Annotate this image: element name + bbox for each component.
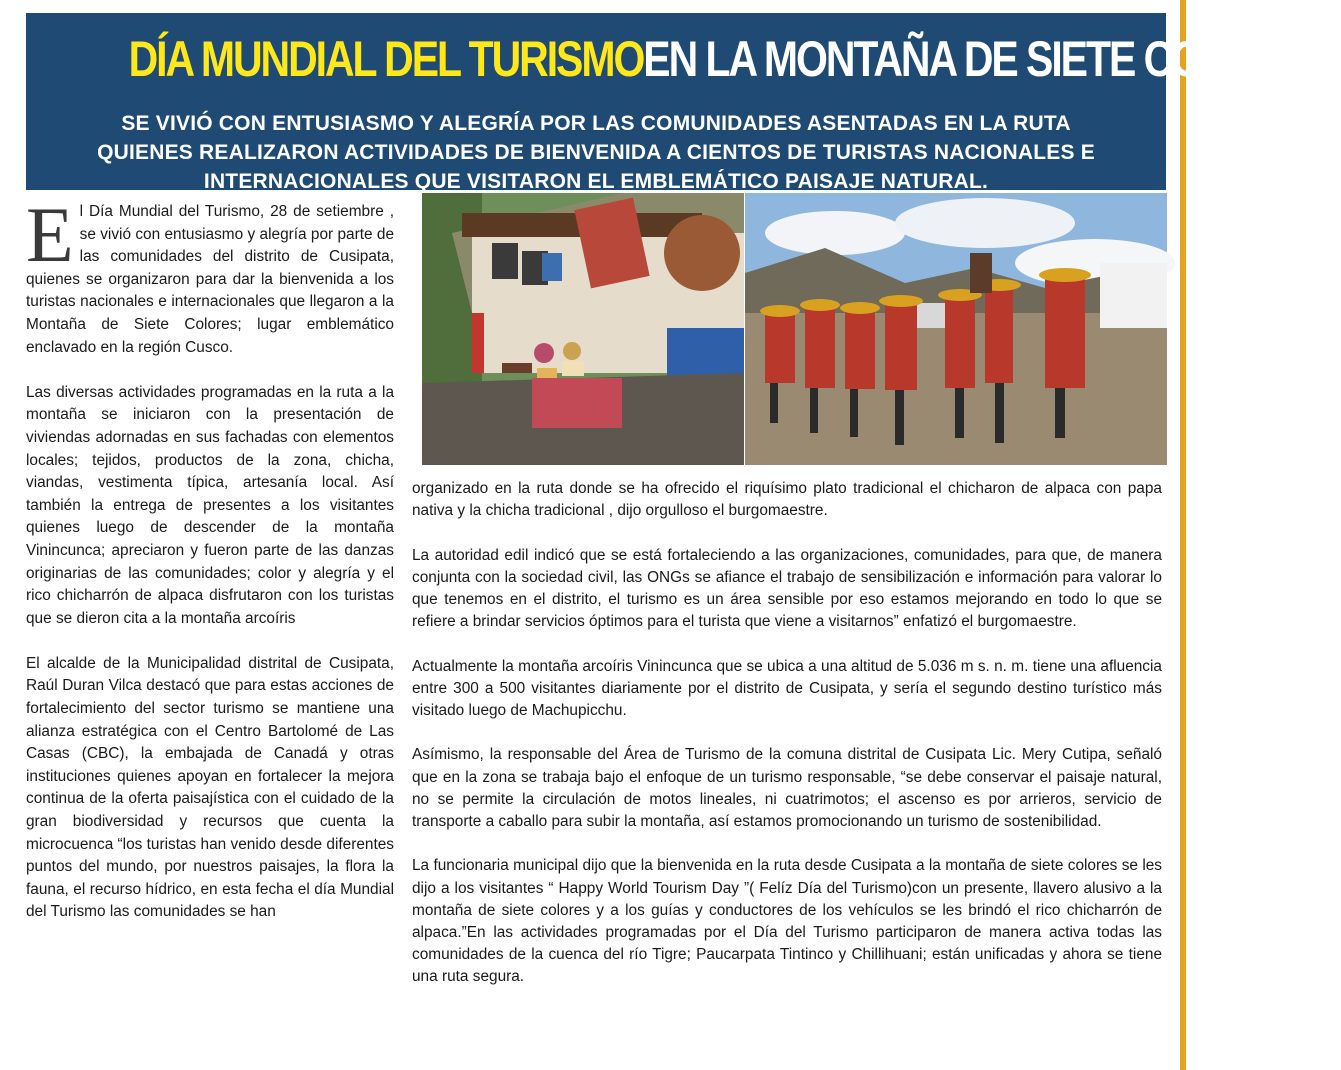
article-paragraph: Las diversas actividades programadas en la ruta a la montaña se iniciaron con la presentación de viviendas adornadas en sus fachadas con elementos locales; tejidos, productos de la zona, chicha, viandas, vestimenta típica, artesanía local. Así también la entrega de presentes a los visitantes quienes luego de descender de la montaña Vinincunca; apreciaron y fueron parte de las danzas originarias de las comunidades; color y alegría y el rico chicharrón de alpaca disfrutaron con los turistas que se dieron cita a la montaña arcoíris	[26, 383, 394, 627]
photo-traditional-dancers-image	[745, 193, 1167, 465]
drop-cap: E	[26, 191, 74, 278]
article-left-column	[26, 191, 394, 947]
article-paragraph: organizado en la ruta donde se ha ofrecido el riquísimo plato tradicional el chicharon de alpaca con papa nativa y la chicha tradicional , dijo orgulloso el burgomaestre.	[412, 480, 1162, 520]
subtitle-line: INTERNACIONALES QUE VISITARON EL EMBLEMÁTICO PAISAJE NATURAL.	[203, 170, 989, 193]
headline-title-rest: EN LA MONTAÑA DE SIETE COLORES,	[643, 31, 1341, 87]
article-right-column	[412, 478, 1162, 1011]
subtitle-line: QUIENES REALIZARON ACTIVIDADES DE BIENVENIDA A CIENTOS DE TURISTAS NACIONALES E	[97, 141, 1095, 164]
headline-title	[128, 27, 1341, 91]
paragraph-text: l Día Mundial del Turismo, 28 de setiembre , se vivió con entusiasmo y alegría por parte de las comunidades del distrito de Cusipata, quienes se organizaron para dar la bienvenida a los turistas nacionales e internacionales que llegaron a la Montaña de Siete Colores; lugar emblemático enclavado en la región Cusco.	[26, 203, 394, 356]
article-paragraph: El alcalde de la Municipalidad distrital de Cusipata, Raúl Duran Vilca destacó que para estas acciones de fortalecimiento del sector turismo se mantiene una alianza estratégica con el Centro Bartolomé de Las Casas (CBC), la embajada de Canadá y otras instituciones quienes apoyan en fortalecer la mejora continua de la oferta paisajística con el cuidado de la gran biodiversidad y recursos que cuenta la microcuenca “los turistas han venido desde diferentes puntos del mundo, por nuestros paisajes, la flora la fauna, el recurso hídrico, en esta fecha el día Mundial del Turismo las comunidades se han	[26, 654, 394, 921]
headline-subtitle	[46, 109, 1146, 196]
article-paragraph: La autoridad edil indicó que se está fortaleciendo a las organizaciones, comunidades, para que, de manera conjunta con la sociedad civil, las ONGs se afiance el trabajo de sensibilización e información para valorar lo que tenemos en el distrito, el turismo es un área sensible por eso estamos mejorando en todo lo que se refiere a brindar servicios óptimos para el turista que viene a visitarnos” enfatizó el burgomaestre.	[412, 546, 1162, 631]
photo-decorated-house-image	[422, 193, 744, 465]
subtitle-line: SE VIVIÓ CON ENTUSIASMO Y ALEGRÍA POR LAS COMUNIDADES ASENTADAS EN LA RUTA	[121, 112, 1071, 135]
article-paragraph: La funcionaria municipal dijo que la bienvenida en la ruta desde Cusipata a la montaña de siete colores se les dijo a los visitantes “ Happy World Tourism Day ”( Felíz Día del Turismo)con un presente, llavero alusivo a la montaña de siete colores y a los guías y conductores de los vehículos se les brindó el rico chicharrón de alpaca.”En las actividades programadas por el Día del Turismo participaron de manera activa todas las comunidades de la cuenca del río Tigre; Paucarpata Tintinco y Chillihuani; están unificadas y ahora se tiene una ruta segura.	[412, 857, 1162, 986]
article-paragraph: Asímismo, la responsable del Área de Turismo de la comuna distrital de Cusipata Lic. Mery Cutipa, señaló que en la zona se trabaja bajo el enfoque de un turismo responsable, “se debe conservar el paisaje natural, no se permite la circulación de motos lineales, ni cuatrimotos; el ascenso es por arrieros, servicio de transporte a caballo para subir la montaña, así estamos promocionando un turismo de sostenibilidad.	[412, 746, 1162, 830]
photo-decorated-house	[422, 193, 744, 465]
article-paragraph	[26, 191, 394, 359]
headline-title-highlight: DÍA MUNDIAL DEL TURISMO	[128, 31, 644, 87]
article-paragraph: Actualmente la montaña arcoíris Vinincunca que se ubica a una altitud de 5.036 m s. n. m. tiene una afluencia entre 300 a 500 visitantes diariamente por el distrito de Cusipata, y sería el segundo destino turístico más visitado luego de Machupicchu.	[412, 657, 1162, 719]
headline-banner	[26, 13, 1341, 193]
decorative-edge-bar	[1180, 0, 1186, 1070]
photo-traditional-dancers	[745, 193, 1167, 465]
